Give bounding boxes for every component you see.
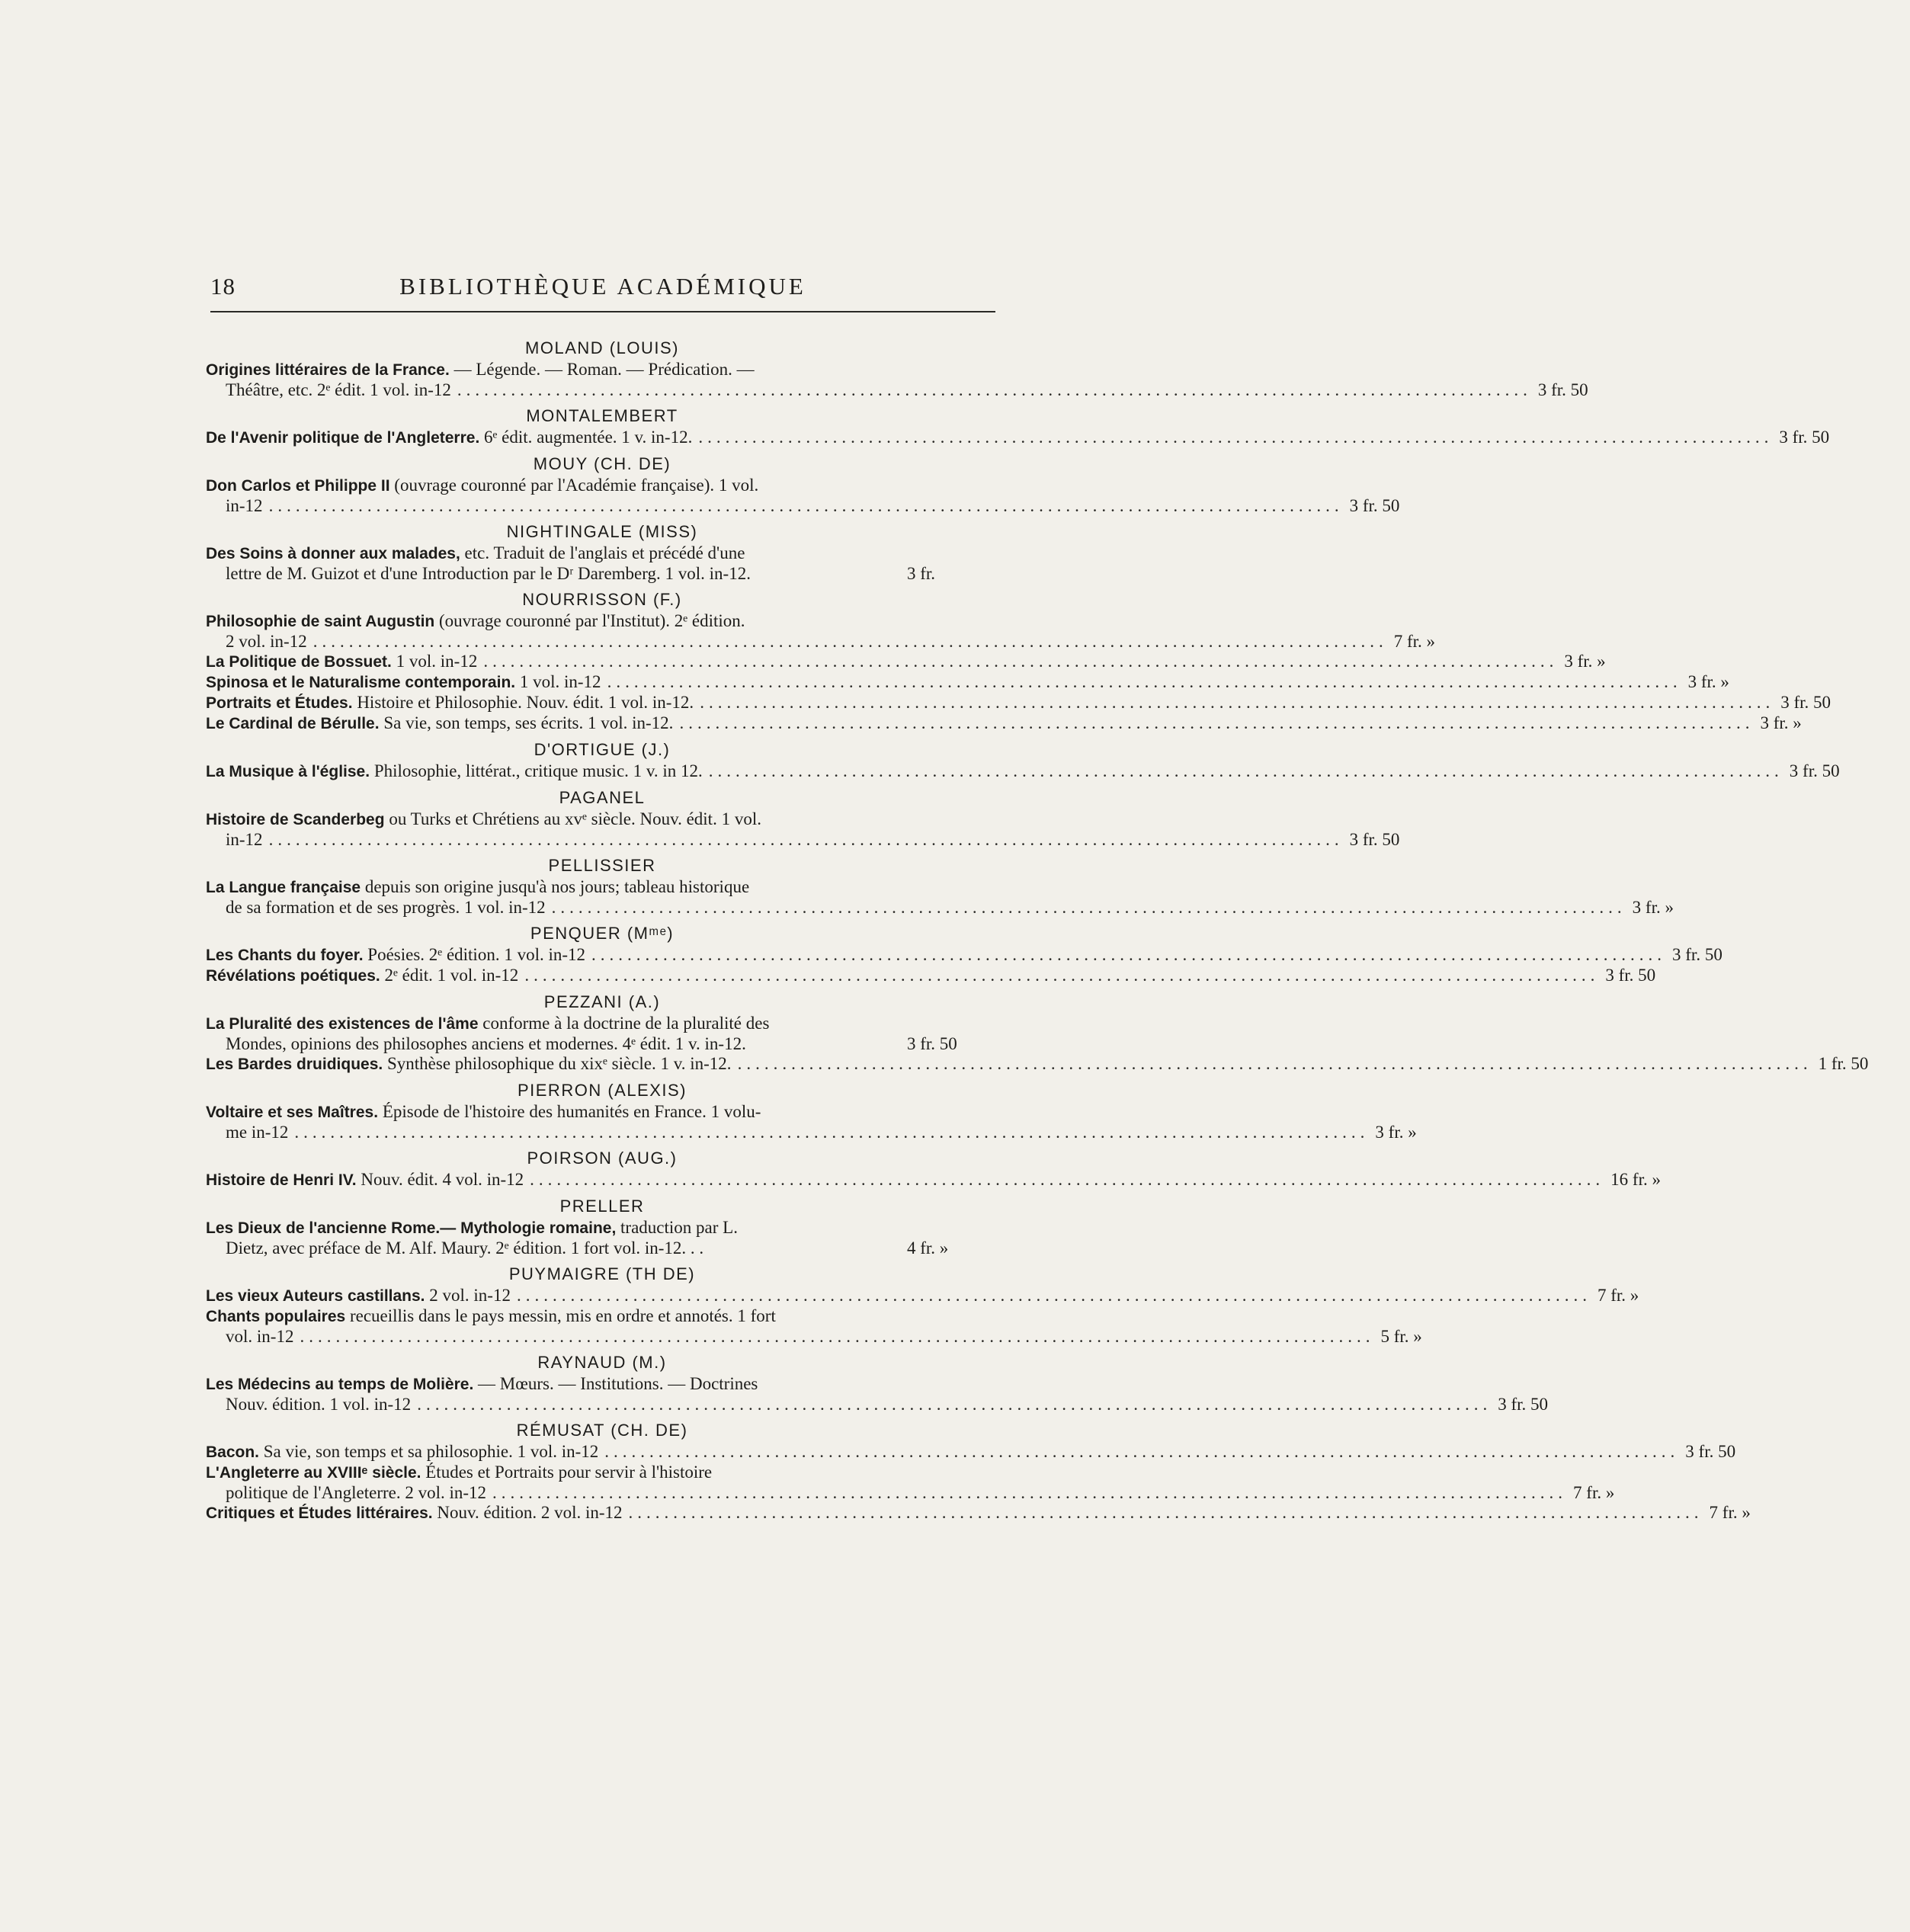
entry-title: Voltaire et ses Maîtres. xyxy=(206,1104,379,1121)
author-section xyxy=(206,521,998,584)
entry-first-line xyxy=(206,966,1656,986)
catalog-entry xyxy=(206,1218,998,1258)
author-heading: NIGHTINGALE (MISS) xyxy=(506,522,698,541)
catalog-entry xyxy=(206,428,1830,448)
entry-price: 3 fr. 50 xyxy=(1789,761,1840,780)
entry-continuation-text: Théâtre, etc. 2ᵉ édit. 1 vol. in-12 xyxy=(226,380,451,399)
author-section xyxy=(206,922,1723,986)
entry-first-line xyxy=(206,1014,998,1034)
entry-continuation-text: Mondes, opinions des philosophes anciens et modernes. 4ᵉ édit. 1 v. in-12. xyxy=(226,1034,746,1053)
entry-price: 3 fr. » xyxy=(1375,1123,1417,1142)
entry-price: 3 fr. » xyxy=(1564,652,1606,671)
entry-first-line xyxy=(206,713,1802,734)
catalog-content xyxy=(206,332,1869,1525)
catalog-entry xyxy=(206,945,1723,966)
entry-continuation-text: de sa formation et de ses progrès. 1 vol. in-12 xyxy=(226,898,546,917)
page-header xyxy=(210,273,995,312)
catalog-entry xyxy=(206,809,1400,850)
entry-first-line xyxy=(206,1218,998,1238)
entry-continuation-text: Nouv. édition. 1 vol. in-12 xyxy=(226,1395,412,1414)
entry-description: recueillis dans le pays messin, mis en ordre et annotés. 1 fort xyxy=(345,1306,776,1325)
entry-continuation xyxy=(206,1483,1615,1503)
entry-continuation xyxy=(206,496,1400,516)
entry-continuation xyxy=(206,898,1674,918)
entry-price: 3 fr. 50 xyxy=(1672,945,1723,964)
entry-description: (ouvrage couronné par l'Académie française). 1 vol. xyxy=(389,476,759,495)
entry-text xyxy=(206,761,703,782)
author-heading: MOUY (CH. DE) xyxy=(533,454,671,473)
catalog-entry xyxy=(206,1442,1736,1463)
entry-continuation xyxy=(206,380,1588,400)
entry-text xyxy=(206,1286,511,1306)
catalog-entry xyxy=(206,1170,1661,1190)
entry-text xyxy=(206,428,692,448)
catalog-entry xyxy=(206,672,1729,693)
leader-dots: ........................................................................................................................ xyxy=(417,1395,1492,1414)
leader-dots: ........................................................................................................................ xyxy=(737,1054,1812,1073)
entry-price: 3 fr. 50 xyxy=(1349,830,1400,849)
entry-text xyxy=(206,652,477,672)
entry-price: 3 fr. 50 xyxy=(1605,966,1656,985)
entry-continuation-text: lettre de M. Guizot et d'une Introduction par le Dʳ Daremberg. 1 vol. in-12. xyxy=(226,564,751,583)
catalog-entry xyxy=(206,1463,1615,1503)
author-heading: MOLAND (LOUIS) xyxy=(525,338,679,357)
author-section xyxy=(206,337,1588,400)
leader-dots: ........................................................................................................................ xyxy=(312,632,1388,651)
leader-dots: ........................................................................................................................ xyxy=(604,1442,1680,1461)
entry-first-line xyxy=(206,1286,1639,1306)
running-title: BIBLIOTHÈQUE ACADÉMIQUE xyxy=(399,273,806,300)
entry-first-line xyxy=(206,1442,1736,1463)
entry-text xyxy=(206,1442,598,1463)
entry-continuation-text: Dietz, avec préface de M. Alf. Maury. 2ᵉ édition. 1 fort vol. in-12. . . xyxy=(226,1238,704,1258)
entry-price: 7 fr. » xyxy=(1393,632,1436,651)
entry-first-line xyxy=(206,1102,998,1123)
author-section xyxy=(206,453,1400,516)
author-section xyxy=(206,991,1869,1075)
entry-description: Histoire et Philosophie. Nouv. édit. 1 vol. in-12. xyxy=(352,693,694,712)
entry-continuation-text: me in-12 xyxy=(226,1123,289,1142)
entry-price: 7 fr. » xyxy=(1709,1503,1751,1522)
leader-dots: ........................................................................................................................ xyxy=(268,830,1344,849)
entry-title: Histoire de Scanderbeg xyxy=(206,811,385,828)
entry-title: Chants populaires xyxy=(206,1308,346,1325)
entry-text xyxy=(206,1054,732,1075)
author-heading: D'ORTIGUE (J.) xyxy=(534,740,671,759)
entry-title: Les Médecins au temps de Molière. xyxy=(206,1376,474,1393)
entry-title: Spinosa et le Naturalisme contemporain. xyxy=(206,674,516,691)
entry-title: La Politique de Bossuet. xyxy=(206,653,392,671)
entry-text xyxy=(206,1170,524,1190)
catalog-entry xyxy=(206,877,1674,918)
entry-first-line xyxy=(206,1054,1869,1075)
author-section xyxy=(206,854,1674,918)
entry-continuation xyxy=(206,632,1436,652)
entry-title: Les Bardes druidiques. xyxy=(206,1056,383,1073)
entry-first-line xyxy=(206,1503,1751,1523)
author-heading: PEZZANI (A.) xyxy=(543,992,661,1011)
entry-continuation-text: vol. in-12 xyxy=(226,1327,294,1346)
author-heading: PRELLER xyxy=(559,1197,645,1216)
entry-text xyxy=(206,1503,623,1523)
entry-first-line xyxy=(206,476,998,496)
author-heading: MONTALEMBERT xyxy=(526,406,678,425)
entry-continuation xyxy=(206,1123,1417,1142)
entry-first-line xyxy=(206,761,1840,782)
entry-continuation xyxy=(206,1238,998,1258)
entry-title: Les vieux Auteurs castillans. xyxy=(206,1287,425,1305)
author-heading: PELLISSIER xyxy=(548,856,656,875)
author-heading: RÉMUSAT (CH. DE) xyxy=(516,1421,688,1440)
author-heading: NOURRISSON (F.) xyxy=(522,590,682,609)
author-section xyxy=(206,1263,1639,1347)
leader-dots: ........................................................................................................................ xyxy=(492,1483,1568,1502)
entry-title: La Musique à l'église. xyxy=(206,763,370,780)
catalog-entry xyxy=(206,693,1831,713)
leader-dots: ........................................................................................................................ xyxy=(457,380,1532,399)
entry-price: 3 fr. » xyxy=(1687,672,1729,691)
author-section xyxy=(206,1079,1417,1142)
entry-description: Nouv. édition. 2 vol. in-12 xyxy=(432,1503,623,1522)
entry-price: 7 fr. » xyxy=(1597,1286,1639,1305)
entry-description: etc. Traduit de l'anglais et précédé d'une xyxy=(460,543,745,562)
entry-price: 3 fr. 50 xyxy=(1349,496,1400,515)
entry-description: 2 vol. in-12 xyxy=(425,1286,511,1305)
catalog-entry xyxy=(206,1374,1548,1415)
entry-price: 16 fr. » xyxy=(1610,1170,1661,1189)
entry-first-line xyxy=(206,428,1830,448)
entry-first-line xyxy=(206,1374,998,1395)
entry-price: 3 fr. 50 xyxy=(1779,428,1830,447)
entry-continuation-text: in-12 xyxy=(226,496,263,515)
catalog-entry xyxy=(206,966,1656,986)
author-heading: PENQUER (Mᵐᵉ) xyxy=(530,924,675,943)
leader-dots: ........................................................................................................................ xyxy=(628,1503,1703,1522)
entry-title: Les Chants du foyer. xyxy=(206,947,364,964)
entry-title: La Pluralité des existences de l'âme xyxy=(206,1015,479,1033)
catalog-entry xyxy=(206,713,1802,734)
entry-description: 6ᵉ édit. augmentée. 1 v. in-12. xyxy=(479,428,693,447)
catalog-entry xyxy=(206,1054,1869,1075)
entry-text xyxy=(206,672,601,693)
leader-dots: ........................................................................................................................ xyxy=(607,672,1682,691)
entry-continuation xyxy=(206,1327,1422,1347)
entry-description: 1 vol. in-12 xyxy=(515,672,601,691)
leader-dots: ........................................................................................................................ xyxy=(591,945,1667,964)
entry-title: De l'Avenir politique de l'Angleterre. xyxy=(206,429,480,447)
entry-price: 3 fr. 50 xyxy=(1685,1442,1736,1461)
catalog-entry xyxy=(206,1503,1751,1523)
entry-description: Philosophie, littérat., critique music. 1 v. in 12. xyxy=(370,761,703,780)
entry-title: Les Dieux de l'ancienne Rome.— Mythologie romaine, xyxy=(206,1219,617,1237)
entry-description: (ouvrage couronné par l'Institut). 2ᵉ édition. xyxy=(434,611,745,630)
entry-description: Sa vie, son temps et sa philosophie. 1 vol. in-12 xyxy=(259,1442,599,1461)
entry-price: 3 fr. xyxy=(907,564,936,583)
entry-title: Philosophie de saint Augustin xyxy=(206,613,435,630)
entry-description: 1 vol. in-12 xyxy=(391,652,478,671)
entry-description: depuis son origine jusqu'à nos jours; tableau historique xyxy=(361,877,750,896)
entry-price: 3 fr. 50 xyxy=(907,1034,957,1053)
page-number: 18 xyxy=(210,273,236,300)
entry-first-line xyxy=(206,672,1729,693)
entry-title: Le Cardinal de Bérulle. xyxy=(206,715,380,732)
leader-dots: ........................................................................................................................ xyxy=(483,652,1559,671)
entry-price: 3 fr. » xyxy=(1632,898,1674,917)
author-section xyxy=(206,1351,1548,1415)
catalog-entry xyxy=(206,1102,1417,1142)
entry-price: 1 fr. 50 xyxy=(1818,1054,1869,1073)
author-heading: PUYMAIGRE (TH DE) xyxy=(508,1264,696,1283)
entry-price: 3 fr. 50 xyxy=(1498,1395,1548,1414)
entry-title: Bacon. xyxy=(206,1443,260,1461)
entry-price: 3 fr. 50 xyxy=(1537,380,1588,399)
entry-first-line xyxy=(206,1306,998,1327)
entry-description: — Légende. — Roman. — Prédication. — xyxy=(449,360,755,379)
entry-title: Histoire de Henri IV. xyxy=(206,1171,357,1189)
entry-first-line xyxy=(206,945,1723,966)
entry-text xyxy=(206,693,694,713)
entry-title: La Langue française xyxy=(206,879,361,896)
leader-dots: ........................................................................................................................ xyxy=(294,1123,1370,1142)
entry-first-line xyxy=(206,809,998,830)
entry-title: Portraits et Études. xyxy=(206,694,353,712)
entry-continuation-text: in-12 xyxy=(226,830,263,849)
entry-description: conforme à la doctrine de la pluralité des xyxy=(478,1014,770,1033)
entry-text xyxy=(206,945,585,966)
leader-dots: ........................................................................................................................ xyxy=(516,1286,1591,1305)
entry-title: Des Soins à donner aux malades, xyxy=(206,545,460,562)
entry-text xyxy=(206,966,518,986)
leader-dots: ........................................................................................................................ xyxy=(551,898,1626,917)
leader-dots: ........................................................................................................................ xyxy=(524,966,1600,985)
author-section xyxy=(206,588,1831,734)
catalog-entry xyxy=(206,1286,1639,1306)
author-heading: RAYNAUD (M.) xyxy=(537,1353,667,1372)
entry-continuation xyxy=(206,1395,1548,1415)
entry-first-line xyxy=(206,693,1831,713)
entry-title: Don Carlos et Philippe II xyxy=(206,477,390,495)
author-section xyxy=(206,405,1830,448)
leader-dots: ........................................................................................................................ xyxy=(708,761,1783,780)
entry-title: L'Angleterre au XVIIIᵉ siècle. xyxy=(206,1464,421,1482)
entry-description: ou Turks et Chrétiens au xvᵉ siècle. Nouv. édit. 1 vol. xyxy=(384,809,761,828)
catalog-entry xyxy=(206,761,1840,782)
author-heading: PAGANEL xyxy=(559,788,646,807)
catalog-entry xyxy=(206,1014,998,1054)
entry-first-line xyxy=(206,652,1606,672)
entry-price: 3 fr. » xyxy=(1760,713,1802,732)
author-heading: PIERRON (ALEXIS) xyxy=(517,1081,687,1100)
entry-continuation-text: politique de l'Angleterre. 2 vol. in-12 xyxy=(226,1483,487,1502)
entry-description: Synthèse philosophique du xixᵉ siècle. 1 v. in-12. xyxy=(383,1054,732,1073)
entry-first-line xyxy=(206,543,998,564)
catalog-entry xyxy=(206,476,1400,516)
entry-title: Critiques et Études littéraires. xyxy=(206,1504,433,1522)
entry-description: — Mœurs. — Institutions. — Doctrines xyxy=(473,1374,758,1393)
entry-description: Études et Portraits pour servir à l'histoire xyxy=(421,1463,713,1482)
entry-first-line xyxy=(206,611,998,632)
entry-continuation xyxy=(206,1034,998,1054)
entry-price: 3 fr. 50 xyxy=(1780,693,1831,712)
entry-price: 4 fr. » xyxy=(907,1238,949,1258)
leader-dots: ........................................................................................................................ xyxy=(700,693,1775,712)
catalog-entry xyxy=(206,360,1588,400)
entry-description: Sa vie, son temps, ses écrits. 1 vol. in-12. xyxy=(379,713,674,732)
entry-price: 7 fr. » xyxy=(1573,1483,1615,1502)
entry-description: Poésies. 2ᵉ édition. 1 vol. in-12 xyxy=(363,945,586,964)
entry-text xyxy=(206,713,673,734)
entry-price: 5 fr. » xyxy=(1380,1327,1422,1346)
entry-title: Origines littéraires de la France. xyxy=(206,361,450,379)
entry-continuation xyxy=(206,830,1400,850)
catalog-entry xyxy=(206,611,1436,652)
leader-dots: ........................................................................................................................ xyxy=(698,428,1774,447)
entry-first-line xyxy=(206,877,998,898)
entry-continuation-text: 2 vol. in-12 xyxy=(226,632,307,651)
leader-dots: ........................................................................................................................ xyxy=(679,713,1755,732)
entry-first-line xyxy=(206,1463,998,1483)
leader-dots: ........................................................................................................................ xyxy=(300,1327,1375,1346)
author-section xyxy=(206,1195,998,1258)
entry-first-line xyxy=(206,1170,1661,1190)
entry-description: Épisode de l'histoire des humanités en France. 1 volu- xyxy=(378,1102,761,1121)
entry-description: Nouv. édit. 4 vol. in-12 xyxy=(356,1170,524,1189)
catalog-entry xyxy=(206,652,1606,672)
leader-dots: ........................................................................................................................ xyxy=(530,1170,1605,1189)
author-section xyxy=(206,1147,1661,1190)
leader-dots: ........................................................................................................................ xyxy=(268,496,1344,515)
catalog-entry xyxy=(206,543,998,584)
catalog-entry xyxy=(206,1306,1422,1347)
author-section xyxy=(206,787,1400,850)
entry-title: Révélations poétiques. xyxy=(206,967,380,985)
entry-continuation xyxy=(206,564,998,584)
author-heading: POIRSON (AUG.) xyxy=(527,1149,678,1168)
author-section xyxy=(206,1419,1751,1523)
entry-description: 2ᵉ édit. 1 vol. in-12 xyxy=(380,966,519,985)
entry-first-line xyxy=(206,360,998,380)
author-section xyxy=(206,739,1840,782)
entry-description: traduction par L. xyxy=(616,1218,738,1237)
